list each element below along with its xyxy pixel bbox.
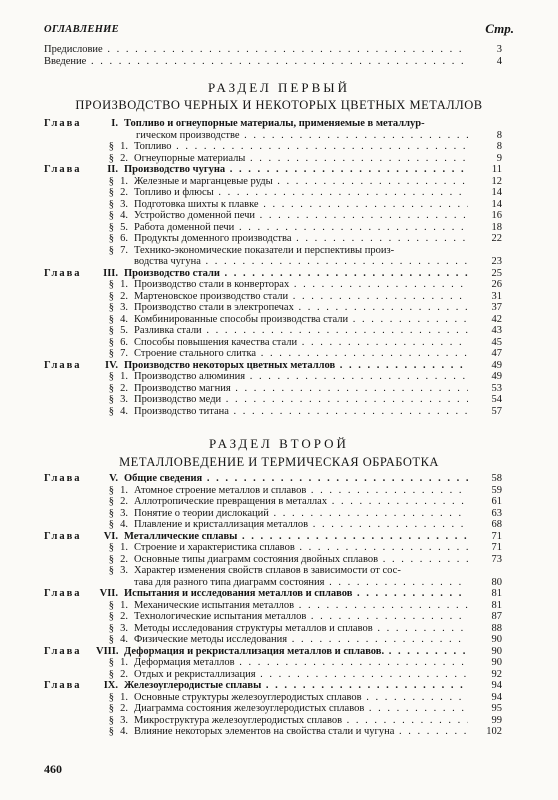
section-entry: [44, 715, 502, 727]
section-number: 4.: [120, 313, 128, 325]
page-number: 460: [44, 762, 62, 776]
section-number: 1.: [120, 657, 128, 668]
section-number: 1.: [120, 542, 128, 553]
section-number: 3.: [120, 565, 128, 576]
section-entry: [44, 565, 502, 577]
page-number: 99: [491, 714, 502, 726]
page-number: 68: [491, 519, 502, 530]
entry-title: Отдых и рекристаллизация . . .: [134, 669, 468, 681]
entry-title: Деформация металлов . . .: [134, 657, 468, 669]
entry-title: тава для разного типа диаграмм состояния . . .: [134, 577, 468, 589]
section-entry: [44, 703, 502, 715]
chapter-entry: [44, 360, 502, 372]
entry-title: Механические испытания металлов . . .: [134, 600, 468, 612]
page-number: 59: [491, 484, 502, 496]
section-number: 7.: [120, 348, 128, 359]
chapter-entry: [44, 646, 502, 658]
entry-title: Деформация и рекристаллизация металлов и сплавов. . . .: [124, 646, 468, 658]
section-number: 7.: [120, 244, 128, 256]
entry-title: Технико-экономические показатели и перспективы произ-: [134, 244, 395, 256]
entry-title: Работа доменной печи . . .: [134, 222, 468, 234]
section-entry: [44, 577, 502, 589]
section-number: 3.: [120, 622, 128, 634]
section-entry: [44, 222, 502, 234]
section-entry: [44, 314, 502, 326]
section-sign: §: [108, 691, 114, 703]
chapter-number: I.: [111, 118, 118, 129]
page-number: 9: [496, 152, 502, 164]
section-number: 6.: [120, 233, 128, 244]
entry-title: Производство титана . . .: [134, 406, 468, 418]
section-sign: §: [108, 496, 114, 507]
section-entry: [44, 291, 502, 303]
entry-title: Производство чугуна . . .: [124, 164, 468, 176]
page-number: 57: [491, 405, 502, 417]
section-entry: [44, 153, 502, 165]
page-number: 49: [491, 371, 502, 382]
section-number: 2.: [120, 611, 128, 622]
section-number: 2.: [120, 152, 128, 164]
chapter-label: Глава: [44, 267, 82, 279]
section-number: 4.: [120, 405, 128, 417]
chapter-number: IX.: [103, 680, 118, 691]
entry-title: Топливо . . .: [134, 141, 468, 153]
entry-title: Предисловие . . .: [44, 44, 464, 56]
entry-title: Плавление и кристаллизация металлов . . .: [134, 519, 468, 531]
section-sign: §: [108, 175, 114, 187]
section-sign: §: [108, 290, 114, 302]
section-entry: [44, 394, 502, 406]
part2-subtitle: МЕТАЛЛОВЕДЕНИЕ И ТЕРМИЧЕСКАЯ ОБРАБОТКА: [119, 455, 439, 469]
chapter-label: Глава: [44, 588, 82, 599]
section-sign: §: [108, 313, 114, 325]
chapter-label: Глава: [44, 359, 82, 371]
section-entry: [44, 669, 502, 681]
section-entry: [44, 634, 502, 646]
chapter-entry: [44, 588, 502, 600]
section-sign: §: [108, 302, 114, 313]
section-entry: [44, 519, 502, 531]
section-number: 1.: [120, 691, 128, 703]
entry-title: Производство алюминия . . .: [134, 371, 468, 383]
section-number: 3.: [120, 714, 128, 726]
section-entry: [44, 726, 502, 738]
page-number: 11: [491, 164, 502, 175]
section-sign: §: [108, 233, 114, 244]
chapter-number: VII.: [99, 588, 118, 599]
section-number: 4.: [120, 726, 128, 737]
section-number: 3.: [120, 507, 128, 519]
page-number: 37: [491, 302, 502, 313]
part1-contents: [44, 118, 502, 417]
section-number: 2.: [120, 382, 128, 394]
section-entry: [44, 233, 502, 245]
section-sign: §: [108, 187, 114, 198]
part1-subtitle: ПРОИЗВОДСТВО ЧЕРНЫХ И НЕКОТОРЫХ ЦВЕТНЫХ МЕТАЛЛОВ: [75, 98, 483, 112]
section-number: 2.: [120, 668, 128, 680]
section-number: 3.: [120, 394, 128, 405]
section-entry: [44, 371, 502, 383]
section-number: 1.: [120, 141, 128, 152]
section-entry: [44, 176, 502, 188]
page-header-column-label: Стр.: [485, 21, 514, 36]
section-number: 3.: [120, 198, 128, 210]
section-number: 5.: [120, 325, 128, 336]
page-number: 90: [491, 657, 502, 668]
chapter-number: V.: [109, 473, 118, 484]
section-sign: §: [108, 348, 114, 359]
section-entry: [44, 302, 502, 314]
chapter-entry: [44, 268, 502, 280]
section-number: 4.: [120, 519, 128, 530]
section-sign: §: [108, 668, 114, 680]
page-number: 92: [491, 668, 502, 680]
section-sign: §: [108, 553, 114, 565]
section-sign: §: [108, 507, 114, 519]
page-number: 73: [491, 553, 502, 565]
page-number: 42: [491, 313, 502, 325]
section-number: 4.: [120, 634, 128, 645]
section-number: 5.: [120, 221, 128, 233]
chapter-number: III.: [103, 267, 118, 279]
page-number: 31: [491, 290, 502, 302]
page-number: 71: [491, 542, 502, 553]
page-number: 80: [491, 576, 502, 588]
section-number: 2.: [120, 290, 128, 302]
section-sign: §: [108, 244, 114, 256]
chapter-label: Глава: [44, 473, 82, 484]
entry-title: Железные и марганцевые руды . . .: [134, 176, 468, 188]
section-entry: [44, 600, 502, 612]
entry-title: Производство стали . . .: [124, 268, 468, 280]
page-number: 43: [491, 325, 502, 336]
section-sign: §: [108, 210, 114, 221]
section-entry: [44, 542, 502, 554]
chapter-label: Глава: [44, 680, 82, 691]
entry-title: Понятие о теории дислокаций . . .: [134, 508, 468, 520]
section-number: 2.: [120, 703, 128, 714]
page-header-title: ОГЛАВЛЕНИЕ: [44, 24, 119, 35]
entry-title: Железоуглеродистые сплавы . . .: [124, 680, 468, 692]
entry-title: Атомное строение металлов и сплавов . . .: [134, 485, 468, 497]
section-entry: [44, 141, 502, 153]
entry-title: Основные структуры железоуглеродистых сплавов . . .: [134, 692, 468, 704]
section-entry: [44, 692, 502, 704]
entry-title: Подготовка шихты к плавке . . .: [134, 199, 468, 211]
section-entry: [44, 325, 502, 337]
entry-title: Введение . . .: [44, 56, 464, 68]
entry-title: Строение стального слитка . . .: [134, 348, 468, 360]
section-sign: §: [108, 484, 114, 496]
section-entry: [44, 508, 502, 520]
page-number: 23: [491, 256, 502, 267]
entry-title: Производство некоторых цветных металлов . . .: [124, 360, 468, 372]
page-number: 81: [491, 599, 502, 611]
part2-title: РАЗДЕЛ ВТОРОЙ: [209, 436, 349, 451]
page-number: 22: [491, 233, 502, 244]
chapter-number: VI.: [103, 530, 118, 542]
page-number: 53: [491, 382, 502, 394]
section-entry: [44, 279, 502, 291]
section-sign: §: [108, 325, 114, 336]
chapter-entry: [44, 164, 502, 176]
page-number: 25: [491, 267, 502, 279]
section-entry: [44, 485, 502, 497]
section-sign: §: [108, 703, 114, 714]
section-number: 1.: [120, 371, 128, 382]
chapter-number: IV.: [105, 359, 118, 371]
section-sign: §: [108, 198, 114, 210]
page-number: 8: [496, 141, 502, 152]
section-entry: [44, 554, 502, 566]
section-entry: [44, 337, 502, 349]
section-sign: §: [108, 221, 114, 233]
page-number: 88: [491, 622, 502, 634]
entry-title: Комбинированные способы производства стали . . .: [134, 314, 468, 326]
section-entry: [44, 348, 502, 360]
section-sign: §: [108, 565, 114, 576]
page-number: 102: [486, 726, 502, 737]
section-sign: §: [108, 382, 114, 394]
page-number: 94: [491, 691, 502, 703]
entry-title: Топливо и флюсы . . .: [134, 187, 468, 199]
entry-title: Аллотропические превращения в металлах . . .: [134, 496, 468, 508]
intro-entries: [44, 44, 502, 67]
chapter-label: Глава: [44, 164, 82, 175]
section-sign: §: [108, 634, 114, 645]
entry-title: Диаграмма состояния железоуглеродистых сплавов . . .: [134, 703, 468, 715]
entry-title: Производство стали в электропечах . . .: [134, 302, 468, 314]
section-number: 2.: [120, 187, 128, 198]
page-number: 3: [496, 44, 502, 55]
section-sign: §: [108, 611, 114, 622]
section-sign: §: [108, 336, 114, 348]
entry-title: Металлические сплавы . . .: [124, 531, 468, 543]
section-number: 1.: [120, 599, 128, 611]
entry-title: Производство стали в конверторах . . .: [134, 279, 468, 291]
section-entry: [44, 623, 502, 635]
page-number: 58: [491, 473, 502, 484]
section-sign: §: [108, 371, 114, 382]
entry-title: Физические методы исследования . . .: [134, 634, 468, 646]
section-sign: §: [108, 657, 114, 668]
section-number: 6.: [120, 336, 128, 348]
section-number: 3.: [120, 302, 128, 313]
entry-title: Технологические испытания металлов . . .: [134, 611, 468, 623]
page-number: 14: [491, 198, 502, 210]
page-number: 87: [491, 611, 502, 622]
chapter-label: Глава: [44, 530, 82, 542]
chapter-number: VIII.: [96, 645, 119, 657]
page-number: 8: [496, 129, 502, 141]
page-number: 49: [491, 359, 502, 371]
page-number: 45: [491, 336, 502, 348]
entry-title: Способы повышения качества стали . . .: [134, 337, 468, 349]
page-number: 47: [491, 348, 502, 359]
page-number: 12: [491, 175, 502, 187]
entry-title: Основные типы диаграмм состояния двойных сплавов . . .: [134, 554, 468, 566]
chapter-entry: [44, 118, 502, 130]
chapter-label: Глава: [44, 645, 82, 657]
section-entry: [44, 657, 502, 669]
page-number: 90: [491, 645, 502, 657]
entry-title: Испытания и исследования металлов и сплавов . . .: [124, 588, 468, 600]
part1-title: РАЗДЕЛ ПЕРВЫЙ: [207, 80, 350, 95]
toc-entry: [44, 56, 502, 68]
section-number: 2.: [120, 553, 128, 565]
page-number: 14: [491, 187, 502, 198]
chapter-entry: [44, 531, 502, 543]
section-entry: [44, 383, 502, 395]
entry-title: Микроструктура железоуглеродистых сплавов . . .: [134, 715, 468, 727]
section-sign: §: [108, 599, 114, 611]
entry-title: Продукты доменного производства . . .: [134, 233, 468, 245]
chapter-label: Глава: [44, 118, 82, 129]
section-number: 4.: [120, 210, 128, 221]
section-sign: §: [108, 726, 114, 737]
chapter-entry: [44, 680, 502, 692]
section-entry: [44, 210, 502, 222]
page-number: 90: [491, 634, 502, 645]
section-entry: [44, 611, 502, 623]
page-number: 26: [491, 279, 502, 290]
section-number: 2.: [120, 496, 128, 507]
entry-title: Мартеновское производство стали . . .: [134, 291, 468, 303]
section-number: 1.: [120, 484, 128, 496]
section-sign: §: [108, 622, 114, 634]
entry-title: Методы исследования структуры металлов и сплавов . . .: [134, 623, 468, 635]
section-number: 1.: [120, 175, 128, 187]
section-entry: [44, 256, 502, 268]
entry-title: водства чугуна . . .: [134, 256, 468, 268]
section-entry: [44, 496, 502, 508]
section-sign: §: [108, 141, 114, 152]
chapter-entry: [44, 473, 502, 485]
page-number: 81: [491, 588, 502, 599]
section-entry: [44, 187, 502, 199]
section-entry: [44, 406, 502, 418]
page-number: 94: [491, 680, 502, 691]
part2-contents: [44, 473, 502, 738]
entry-title: Устройство доменной печи . . .: [134, 210, 468, 222]
toc-entry: [44, 44, 502, 56]
section-entry: [44, 199, 502, 211]
entry-title: Общие сведения . . .: [124, 473, 468, 485]
page-number: 61: [491, 496, 502, 507]
entry-title: Строение и характеристика сплавов . . .: [134, 542, 468, 554]
entry-title: Производство меди . . .: [134, 394, 468, 406]
page-number: 95: [491, 703, 502, 714]
section-sign: §: [108, 405, 114, 417]
entry-title: Характер изменения свойств сплавов в зависимости от сос-: [134, 565, 401, 576]
section-entry: [44, 245, 502, 257]
section-sign: §: [108, 152, 114, 164]
section-number: 1.: [120, 279, 128, 290]
page-number: 16: [491, 210, 502, 221]
entry-title: Разливка стали . . .: [134, 325, 468, 337]
entry-title: гическом производстве . . .: [136, 130, 468, 142]
section-sign: §: [108, 542, 114, 553]
entry-title: Топливо и огнеупорные материалы, применяемые в металлур-: [124, 118, 425, 129]
page-number: 71: [491, 530, 502, 542]
entry-title: Производство магния . . .: [134, 383, 468, 395]
page-number: 54: [491, 394, 502, 405]
page-number: 18: [491, 221, 502, 233]
section-sign: §: [108, 519, 114, 530]
section-sign: §: [108, 279, 114, 290]
chapter-number: II.: [107, 164, 118, 175]
entry-title: Влияние некоторых элементов на свойства стали и чугуна . . .: [134, 726, 468, 738]
page-number: 63: [491, 507, 502, 519]
section-sign: §: [108, 714, 114, 726]
section-entry: [44, 130, 502, 142]
entry-title: Огнеупорные материалы . . .: [134, 153, 468, 165]
page-number: 4: [496, 55, 502, 67]
section-sign: §: [108, 394, 114, 405]
